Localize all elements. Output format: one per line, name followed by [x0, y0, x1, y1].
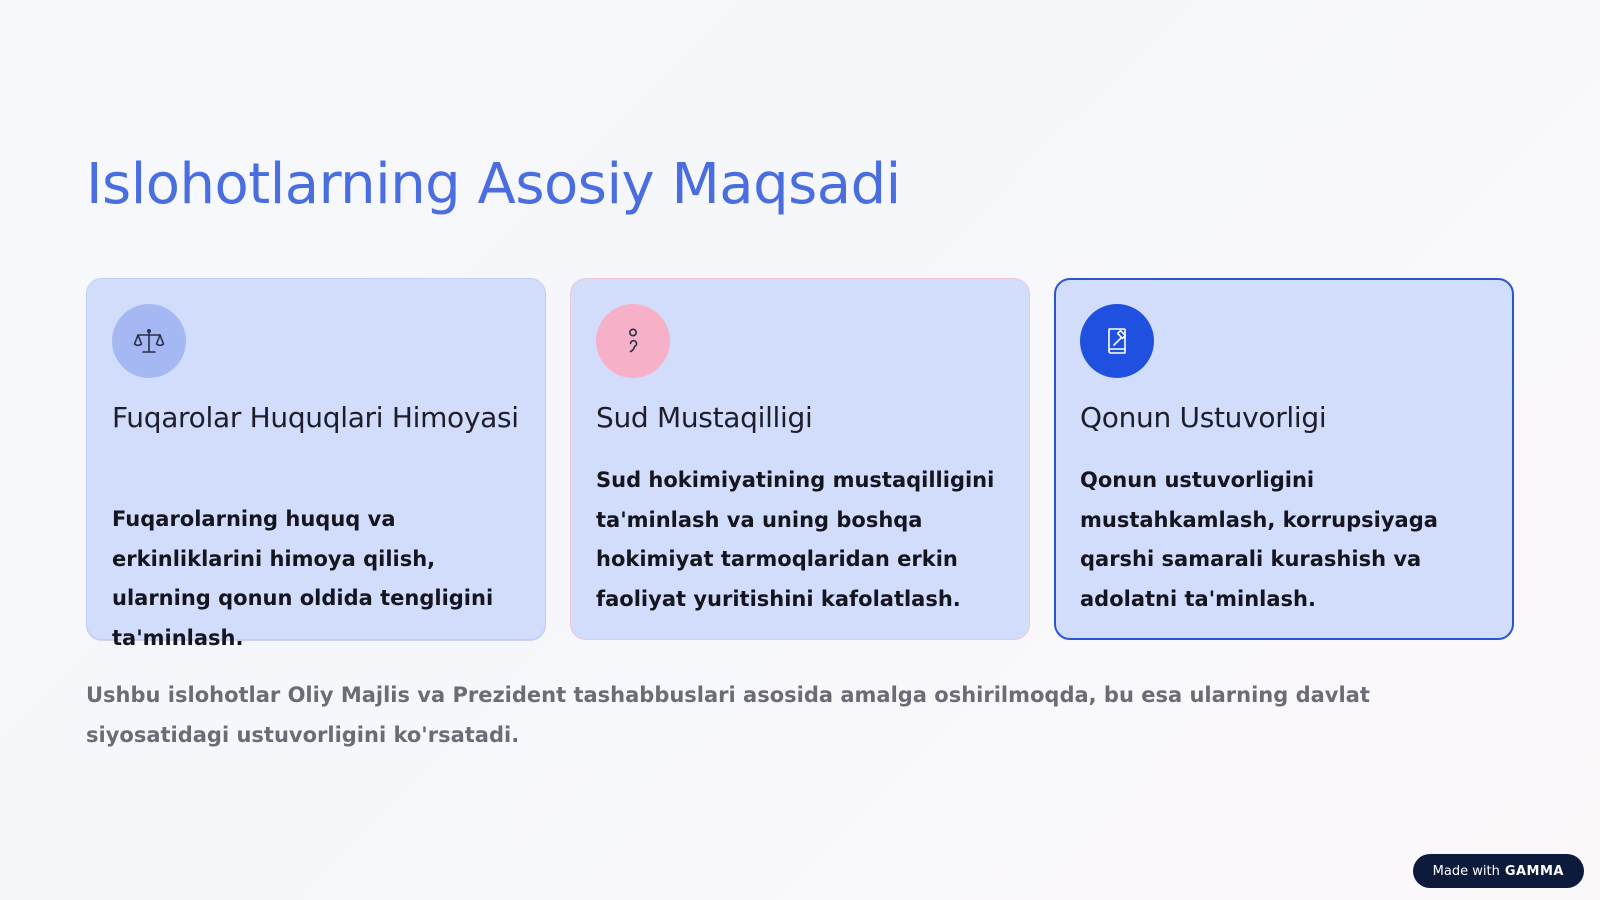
card-grid: [86, 278, 1514, 650]
gamma-logo: GAMMA: [1504, 863, 1564, 879]
card-description: Sud hokimiyatining mustaqilligini ta'minlash va uning boshqa hokimiyat tarmoqlaridan erkin faoliyat yuritishini kafolatlash.: [596, 468, 995, 611]
made-with-gamma-badge[interactable]: [1413, 854, 1584, 888]
card-description: Qonun ustuvorligini mustahkamlash, korrupsiyaga qarshi samarali kurashish va adolatni ta'minlash.: [1080, 468, 1438, 611]
semicolon-icon: [596, 304, 670, 378]
card-rule-of-law: [1054, 278, 1514, 640]
scales-icon: [112, 304, 186, 378]
slide-title: Islohotlarning Asosiy Maqsadi: [86, 152, 901, 217]
badge-prefix: Made with: [1432, 863, 1500, 879]
card-citizens-rights: [86, 278, 546, 650]
gavel-book-icon: [1080, 304, 1154, 378]
card-title: Fuqarolar Huquqlari Himoyasi: [112, 401, 519, 434]
card-court-independence: [570, 278, 1030, 640]
card-description: Fuqarolarning huquq va erkinliklarini himoya qilish, ularning qonun oldida tengligini ta'minlash.: [112, 507, 494, 650]
card-title: Sud Mustaqilligi: [596, 401, 813, 434]
card-title: Qonun Ustuvorligi: [1080, 401, 1327, 434]
summary-text: Ushbu islohotlar Oliy Majlis va Prezident tashabbuslari asosida amalga oshirilmoqda, bu esa ularning davlat siyosatidagi ustuvorligini ko'rsatadi.: [86, 683, 1370, 747]
